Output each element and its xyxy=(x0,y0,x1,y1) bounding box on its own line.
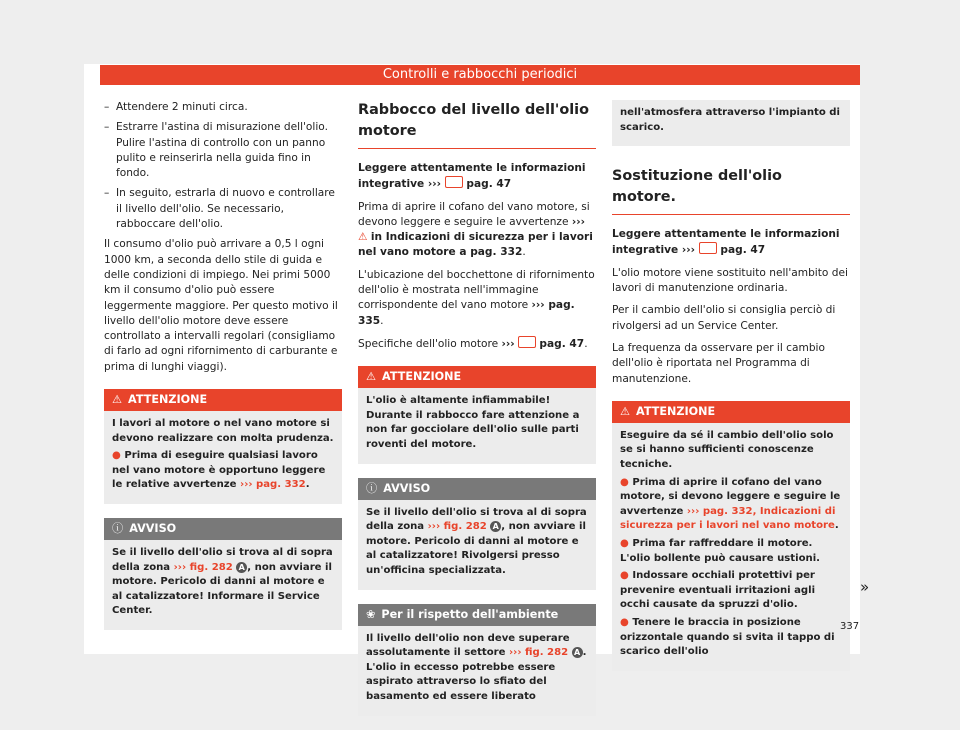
environment-text: Il livello dell'olio non deve superare assolutamente il settore ››› fig. 282 A . L'olio in eccesso potrebbe essere aspirato attraverso lo sfiato del basamento ed essere liberato xyxy=(366,632,587,702)
column-right xyxy=(612,100,850,685)
environment-box: ❀ Per il rispetto dell'ambiente Il livello dell'olio non deve superare assolutamente il settore ››› fig. 282 A . L'olio in eccesso potrebbe essere aspirato attraverso lo sfiato del basamento ed essere liberato xyxy=(358,604,596,716)
page-link[interactable]: ››› pag. 332 xyxy=(240,479,306,491)
note-box xyxy=(104,518,342,630)
oil-consumption-paragraph: Il consumo d'olio può arrivare a 0,5 l ogni 1000 km, a seconda dello stile di guida e delle condizioni di impiego. Nei primi 5000 km il consumo d'olio può essere leggermente maggiore. Per questo motivo il livello dell'olio motore deve essere controllato a intervalli regolari (consigliamo di farlo ad ogni rifornimento di carburante e prima di lunghi viaggi). xyxy=(104,238,338,373)
figure-link[interactable]: ››› fig. 282 xyxy=(509,647,569,659)
section-title: Rabbocco del livello dell'olio motore xyxy=(358,100,596,149)
paragraph-1: Prima di aprire il cofano del vano motore, si devono leggere e seguire le avvertenze ››› ⚠ in Indicazioni di sicurezza per i lavori nel vano motore a pag. 332. xyxy=(358,200,593,259)
book-icon xyxy=(518,336,536,348)
step-2: – Estrarre l'astina di misurazione dell'olio. Pulire l'astina di controllo con un panno pulito e reinserirla nella guida fino in fondo. xyxy=(104,120,342,181)
warning-icon: ⚠ xyxy=(112,393,123,407)
warning-bullet: ● Prima di eseguire qualsiasi lavoro nel vano motore è opportuno leggere le relative avvertenze ››› pag. 332. xyxy=(112,450,326,491)
warning-icon: ⚠ xyxy=(366,370,377,384)
warning-bullet: ● Tenere le braccia in posizione orizzontale quando si svita il tappo di scarico dell'olio xyxy=(620,616,835,658)
warning-bullet: ● Prima far raffreddare il motore. L'olio bollente può causare ustioni. xyxy=(620,538,821,564)
environment-continuation: nell'atmosfera attraverso l'impianto di scarico. xyxy=(612,100,850,146)
warning-box: ⚠ ATTENZIONE L'olio è altamente infiammabile! Durante il rabbocco fare attenzione a non far gocciolare dell'olio sulle parti roventi del motore. xyxy=(358,366,596,463)
zone-a-badge: A xyxy=(572,647,583,658)
info-icon: ⓘ xyxy=(366,481,378,495)
paragraph-1: L'olio motore viene sostituito nell'ambito dei lavori di manutenzione ordinaria. xyxy=(612,266,848,295)
note-text: Se il livello dell'olio si trova al di sopra della zona ››› fig. 282 A , non avviare il motore. Pericolo di danni al motore e al catalizzatore! Informare il Service Center. xyxy=(112,547,333,617)
paragraph-3: Specifiche dell'olio motore ››› pag. 47. xyxy=(358,337,588,350)
info-icon: ⓘ xyxy=(112,522,124,536)
column-left xyxy=(104,100,342,644)
warning-text: I lavori al motore o nel vano motore si devono realizzare con molta prudenza. xyxy=(112,418,334,444)
zone-a-badge: A xyxy=(490,521,501,532)
warning-title: ATTENZIONE xyxy=(128,393,208,407)
figure-link[interactable]: ››› fig. 282 xyxy=(427,521,487,533)
column-middle xyxy=(358,100,596,730)
note-text: Se il livello dell'olio si trova al di sopra della zona ››› fig. 282 A , non avviare il motore. Pericolo di danni al motore e al catalizzatore! Rivolgersi presso un'officina specializzata. xyxy=(366,506,587,577)
note-box: ⓘ AVVISO Se il livello dell'olio si trova al di sopra della zona ››› fig. 282 A , non avviare il motore. Pericolo di danni al motore e al catalizzatore! Rivolgersi presso un'officina specializzata. xyxy=(358,478,596,590)
book-icon xyxy=(699,242,717,254)
book-icon xyxy=(445,176,463,188)
lead-text: Leggere attentamente le informazioni integrative ››› pag. 47 xyxy=(358,162,586,191)
warning-text: L'olio è altamente infiammabile! Durante il rabbocco fare attenzione a non far gocciolare dell'olio sulle parti roventi del motore. xyxy=(366,395,580,451)
paragraph-2: L'ubicazione del bocchettone di rifornimento dell'olio è mostrata nell'immagine corrispondente del vano motore ››› pag. 335. xyxy=(358,268,595,327)
step-3: – In seguito, estrarla di nuovo e controllare il livello dell'olio. Se necessario, rabboccare dell'olio. xyxy=(104,186,342,232)
section-title: Sostituzione dell'olio motore. xyxy=(612,166,850,215)
warning-text: Eseguire da sé il cambio dell'olio solo se si hanno sufficienti conoscenze tecniche. xyxy=(620,429,834,471)
zone-a-badge: A xyxy=(236,562,247,573)
continue-arrow-icon: » xyxy=(860,578,870,596)
lead-text: Leggere attentamente le informazioni integrative ››› pag. 47 xyxy=(612,228,840,257)
flower-icon: ❀ xyxy=(366,607,376,621)
warning-icon: ⚠ xyxy=(358,231,368,244)
bullet-icon: ● xyxy=(112,450,121,462)
paragraph-3: La frequenza da osservare per il cambio dell'olio è riportata nel Programma di manutenzione. xyxy=(612,341,825,385)
page-link[interactable]: ››› pag. 332, Indicazioni di sicurezza per i lavori nel vano motore xyxy=(620,505,836,532)
note-title: AVVISO xyxy=(129,522,177,536)
warning-bullet: ● Indossare occhiali protettivi per prevenire eventuali irritazioni agli occhi causate da spruzzi d'olio. xyxy=(620,570,816,611)
warning-box: ⚠ ATTENZIONE Eseguire da sé il cambio dell'olio solo se si hanno sufficienti conoscenze tecniche. ● Prima di aprire il cofano del vano motore, si devono leggere e seguire le avvertenze ››› pag. 332, Indicazioni di sicurezza per i lavori nel vano motore. ● Prima far raffreddare il motore. L'olio bollente può causare ustioni. ● Indossare occhiali protettivi per prevenire eventuali irritazioni agli occhi causate da spruzzi d'olio. ● Tenere le braccia in posizione orizzontale quando si svita il tappo di scarico dell'olio xyxy=(612,401,850,671)
section-header: Controlli e rabbocchi periodici xyxy=(100,65,860,85)
warning-box xyxy=(104,389,342,504)
paragraph-2: Per il cambio dell'olio si consiglia perciò di rivolgersi ad un Service Center. xyxy=(612,304,836,332)
figure-link[interactable]: ››› fig. 282 xyxy=(173,561,233,573)
step-1: – Attendere 2 minuti circa. xyxy=(104,100,342,115)
warning-bullet: ● Prima di aprire il cofano del vano motore, si devono leggere e seguire le avvertenze ››› pag. 332, Indicazioni di sicurezza per i lavori nel vano motore. xyxy=(620,476,841,532)
warning-icon: ⚠ xyxy=(620,404,631,418)
page-number: 337 xyxy=(840,621,860,632)
